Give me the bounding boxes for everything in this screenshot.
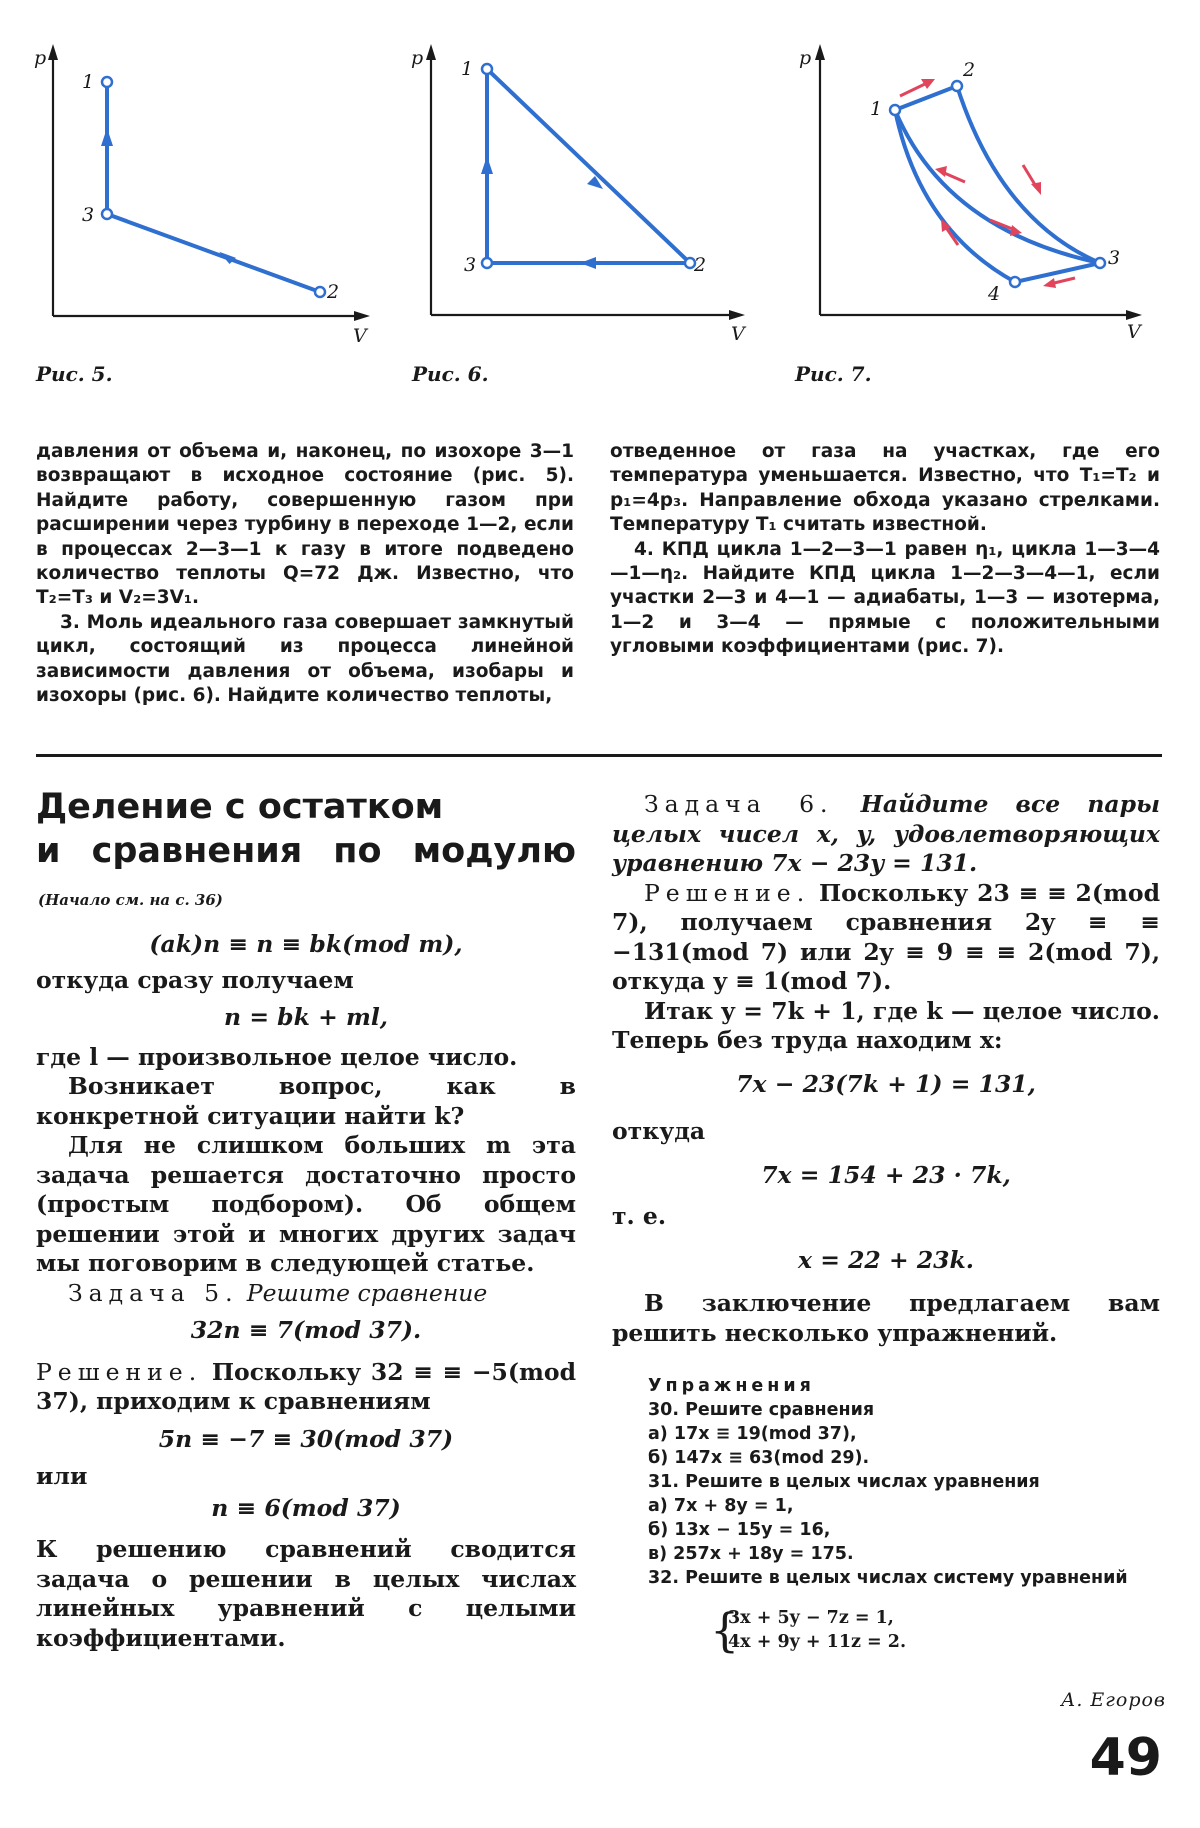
paragraph: отведенное от газа на участках, где его температура уменьшается. Известно, что T₁=T₂ и p₁=4p₃. Направление обхода указано стрелками. Температуру T₁ считать известной. bbox=[610, 441, 1160, 536]
point-3-label: 3 bbox=[1108, 247, 1121, 269]
arrow-left bbox=[580, 257, 596, 269]
paragraph: давления от объема и, наконец, по изохоре 3—1 возвращают в исходное состояние (рис. 5). Найдите работу, совершенную газом при расширении через турбину в переходе 1—2, если в процессах 2—3—1 к газу в итоге подведено количество теплоты Q=72 Дж. Известно, что T₂=T₃ и V₂=3V₁. bbox=[36, 441, 574, 609]
equation: 32n ≡ 7(mod 37). bbox=[190, 1316, 422, 1344]
top-text-left bbox=[36, 440, 574, 708]
section-divider bbox=[36, 754, 1162, 757]
segment-3-4 bbox=[1015, 263, 1100, 282]
caption-fig6: Рис. 6. bbox=[412, 362, 489, 386]
point-2-label: 2 bbox=[694, 254, 707, 276]
text: или bbox=[36, 1462, 88, 1490]
article-right-column bbox=[612, 790, 1160, 1348]
task-5: Задача 5. Решите сравнение bbox=[68, 1278, 488, 1307]
point-1-label: 1 bbox=[461, 58, 474, 80]
brace-icon: { bbox=[710, 1603, 740, 1657]
equation: x = 22 + 23k. bbox=[798, 1245, 974, 1274]
equation: (ak)n ≡ n ≡ bk(mod m), bbox=[149, 930, 463, 958]
exercise-31b: б) 13x − 15y = 16, bbox=[648, 1520, 831, 1540]
figure-7 bbox=[775, 30, 1175, 360]
exercises-heading: Упражнения bbox=[648, 1376, 815, 1396]
axis-p-label: p bbox=[34, 47, 47, 69]
figure-6 bbox=[395, 40, 755, 360]
equation: 5n ≡ −7 ≡ 30(mod 37) bbox=[158, 1424, 454, 1453]
arrow-up bbox=[481, 156, 493, 174]
text: откуда сразу получаем bbox=[36, 965, 354, 994]
equation-system: { 3x + 5y − 7z = 1, 4x + 9y + 11z = 2. bbox=[710, 1603, 907, 1657]
cycle-triangle bbox=[487, 69, 690, 263]
point-4-label: 4 bbox=[988, 283, 1001, 305]
segment-1-2 bbox=[895, 86, 957, 110]
text: Возникает вопрос, как в конкретной ситуации найти k? bbox=[36, 1072, 576, 1130]
axis-p-label: p bbox=[411, 47, 424, 69]
exercise-30b: б) 147x ≡ 63(mod 29). bbox=[648, 1448, 870, 1468]
problem-4: 4. КПД цикла 1—2—3—1 равен η₁, цикла 1—3—4—1—η₂. Найдите КПД цикла 1—2—3—4—1, если участки 2—3 и 4—1 — адиабаты, 1—3 — изотерма, 1—2 и 3—4 — прямые с положительными угловыми коэффициентами (рис. 7). bbox=[610, 538, 1160, 658]
exercise-31: 31. Решите в целых числах уравнения bbox=[648, 1472, 1040, 1492]
caption-fig5: Рис. 5. bbox=[36, 362, 113, 386]
figure-5 bbox=[20, 40, 380, 360]
title-line-2: и сравнения по модулю bbox=[36, 831, 576, 871]
text: Итак y = 7k + 1, где k — целое число. Теперь без труда находим x: bbox=[612, 996, 1160, 1054]
exercise-31c: в) 257x + 18y = 175. bbox=[648, 1544, 854, 1564]
axis-v-label: V bbox=[353, 325, 367, 347]
direction-arrows bbox=[900, 79, 1075, 288]
exercise-30: 30. Решите сравнения bbox=[648, 1400, 875, 1420]
solution: Решение. Поскольку 32 ≡ ≡ −5(mod 37), приходим к сравнениям bbox=[36, 1357, 577, 1415]
point-3-label: 3 bbox=[82, 204, 95, 226]
text: Для не слишком больших m эта задача решается достаточно просто (простым подбором). Об общем решении этой и многих других задач мы поговорим в следующей статье. bbox=[36, 1131, 576, 1277]
text: откуда bbox=[612, 1117, 706, 1145]
text: В заключение предлагаем вам решить несколько упражнений. bbox=[612, 1289, 1160, 1347]
axis-v-label: V bbox=[1127, 321, 1141, 343]
equation: 7x = 154 + 23 · 7k, bbox=[761, 1160, 1011, 1189]
point-2-label: 2 bbox=[963, 59, 976, 81]
point-1-label: 1 bbox=[82, 71, 95, 93]
isotherm-1-3 bbox=[895, 110, 1100, 263]
text: К решению сравнений сводится задача о решении в целых числах линейных уравнений с целыми коэффициентами. bbox=[36, 1535, 576, 1652]
cycle-line bbox=[107, 82, 320, 292]
text: где l — произвольное целое число. bbox=[36, 1042, 518, 1071]
page-number: 49 bbox=[1089, 1728, 1162, 1788]
arrow-up bbox=[101, 128, 113, 146]
equation: n = bk + ml, bbox=[224, 1003, 388, 1031]
equation: n ≡ 6(mod 37) bbox=[211, 1493, 401, 1522]
problem-3: 3. Моль идеального газа совершает замкнутый цикл, состоящий из процесса линейной зависимости давления от объема, изобары и изохоры (рис. 6). Найдите количество теплоты, bbox=[36, 611, 574, 707]
article-left-column bbox=[36, 930, 576, 1653]
solution: Решение. Поскольку 23 ≡ ≡ 2(mod 7), получаем сравнения 2y ≡ ≡ −131(mod 7) или 2y ≡ 9 ≡ ≡ 2(mod 7), откуда y ≡ 1(mod 7). bbox=[612, 878, 1161, 995]
exercise-32: 32. Решите в целых числах систему уравнений bbox=[648, 1568, 1128, 1588]
point-3-label: 3 bbox=[464, 254, 477, 276]
exercise-31a: а) 7x + 8y = 1, bbox=[648, 1496, 794, 1516]
point-2-label: 2 bbox=[327, 281, 340, 303]
axis-v-label: V bbox=[731, 323, 745, 345]
point-1-label: 1 bbox=[870, 98, 883, 120]
text: т. е. bbox=[612, 1202, 667, 1230]
caption-fig7: Рис. 7. bbox=[795, 362, 872, 386]
task-6: Задача 6. Найдите все пары целых чисел x, y, удовлетворяющих уравнению 7x − 23y = 131. bbox=[612, 790, 1160, 877]
top-text-right bbox=[610, 440, 1160, 660]
exercises bbox=[612, 1374, 1160, 1657]
title-line-1: Деление с остатком bbox=[36, 787, 444, 827]
equation: 7x − 23(7k + 1) = 131, bbox=[736, 1069, 1036, 1098]
continuation-note: (Начало см. на с. 36) bbox=[38, 891, 223, 909]
axis-p-label: p bbox=[799, 47, 812, 69]
exercise-30a: а) 17x ≡ 19(mod 37), bbox=[648, 1424, 857, 1444]
article-title bbox=[36, 785, 576, 873]
author: А. Егоров bbox=[1060, 1689, 1166, 1711]
